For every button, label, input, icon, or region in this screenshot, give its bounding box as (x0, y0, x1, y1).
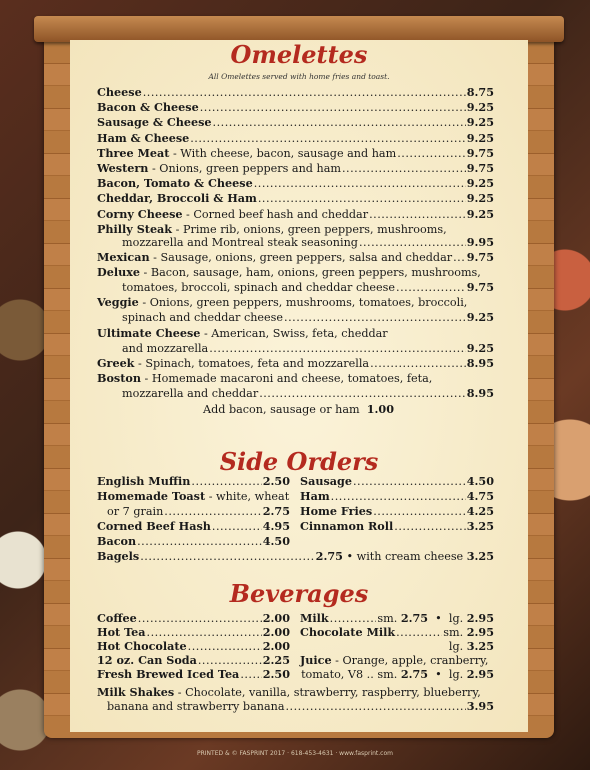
menu-item-veggie-cont: spinach and cheddar cheese ..... 9.25 (122, 311, 494, 324)
menu-item-chocolate-milk: Chocolate Milk ..... sm. 2.95 (300, 626, 494, 639)
menu-item-deluxe-cont: tomatoes, broccoli, spinach and cheddar cheese ..... 9.75 (122, 281, 494, 294)
menu-item-veggie: Veggie - Onions, green peppers, mushrooms, tomatoes, broccoli, (97, 295, 468, 309)
menu-item-omelette: Bacon, Tomato & Cheese ..... 9.25 (97, 177, 494, 190)
menu-item-milk-shakes-cont: banana and strawberry banana ..... 3.95 (107, 700, 494, 713)
menu-item-beverage: Coffee ..... 2.00 (97, 612, 290, 625)
menu-item-english-muffin: English Muffin ..... 2.50 (97, 475, 290, 488)
menu-item-beverage: Hot Chocolate ..... 2.00 (97, 640, 290, 653)
menu-item-milk: Milk ..... sm. 2.75 • lg. 2.95 (300, 612, 494, 625)
menu-item-sausage-side: Sausage ..... 4.50 (300, 475, 494, 488)
menu-item-bacon-side: Bacon ..... 4.50 (97, 535, 290, 548)
side-orders-heading: Side Orders (219, 447, 379, 476)
menu-item-home-fries: Home Fries ..... 4.25 (300, 505, 494, 518)
menu-item-cinnamon-roll: Cinnamon Roll ..... 3.25 (300, 520, 494, 533)
scroll-rod (34, 16, 564, 42)
menu-item-omelette: Three Meat - With cheese, bacon, sausage and ham ..... 9.75 (97, 147, 494, 160)
menu-item-ultimate-cheese-cont: and mozzarella ..... 9.25 (122, 342, 494, 355)
menu-item-ham-side: Ham ..... 4.75 (300, 490, 494, 503)
addon-note: Add bacon, sausage or ham 1.00 (203, 402, 394, 416)
menu-item-omelette: Sausage & Cheese ..... 9.25 (97, 116, 494, 129)
menu-item-beverage: Hot Tea ..... 2.00 (97, 626, 290, 639)
print-credit: PRINTED & © FASPRINT 2017 · 618-453-4631 · www.fasprint.com (197, 750, 393, 757)
menu-item-omelette: Western - Onions, green peppers and ham ..... 9.75 (97, 162, 494, 175)
menu-item-omelette: Bacon & Cheese ..... 9.25 (97, 101, 494, 114)
menu-item-omelette: Corny Cheese - Corned beef hash and cheddar ..... 9.25 (97, 208, 494, 221)
menu-item-corned-beef-hash: Corned Beef Hash ..... 4.95 (97, 520, 290, 533)
menu-item-omelette: Ham & Cheese ..... 9.25 (97, 132, 494, 145)
menu-item-chocolate-milk-lg: lg. 3.25 (448, 639, 494, 653)
menu-item-homemade-toast: Homemade Toast - white, wheat (97, 489, 290, 503)
menu-item-beverage: Fresh Brewed Iced Tea ..... 2.50 (97, 668, 290, 681)
beverages-heading: Beverages (229, 579, 369, 608)
menu-item-homemade-toast-cont: or 7 grain ..... 2.75 (107, 505, 290, 518)
menu-item-boston-cont: mozzarella and cheddar ..... 8.95 (122, 387, 494, 400)
omelettes-heading: Omelettes (230, 40, 368, 69)
omelettes-subtitle: All Omelettes served with home fries and toast. (208, 72, 390, 81)
menu-item-ultimate-cheese: Ultimate Cheese - American, Swiss, feta, cheddar (97, 326, 388, 340)
menu-item-juice-cont: tomato, V8 .. sm. 2.75 • lg. 2.95 (301, 667, 494, 681)
menu-item-boston: Boston - Homemade macaroni and cheese, tomatoes, feta, (97, 371, 433, 385)
menu-item-greek: Greek - Spinach, tomatoes, feta and mozzarella ..... 8.95 (97, 357, 494, 370)
menu-item-philly-steak: Philly Steak - Prime rib, onions, green peppers, mushrooms, (97, 222, 447, 236)
menu-item-bagels: Bagels ..... 2.75 • with cream cheese 3.25 (97, 550, 494, 563)
menu-item-deluxe: Deluxe - Bacon, sausage, ham, onions, green peppers, mushrooms, (97, 265, 481, 279)
menu-item-omelette: Cheese ..... 8.75 (97, 86, 494, 99)
menu-item-philly-steak-cont: mozzarella and Montreal steak seasoning ..... 9.95 (122, 236, 494, 249)
menu-item-milk-shakes: Milk Shakes - Chocolate, vanilla, strawberry, raspberry, blueberry, (97, 685, 481, 699)
menu-item-mexican: Mexican - Sausage, onions, green peppers, salsa and cheddar ..... 9.75 (97, 251, 494, 264)
menu-item-beverage: 12 oz. Can Soda ..... 2.25 (97, 654, 290, 667)
menu-item-omelette: Cheddar, Broccoli & Ham ..... 9.25 (97, 192, 494, 205)
menu-item-juice: Juice - Orange, apple, cranberry, (300, 653, 489, 667)
